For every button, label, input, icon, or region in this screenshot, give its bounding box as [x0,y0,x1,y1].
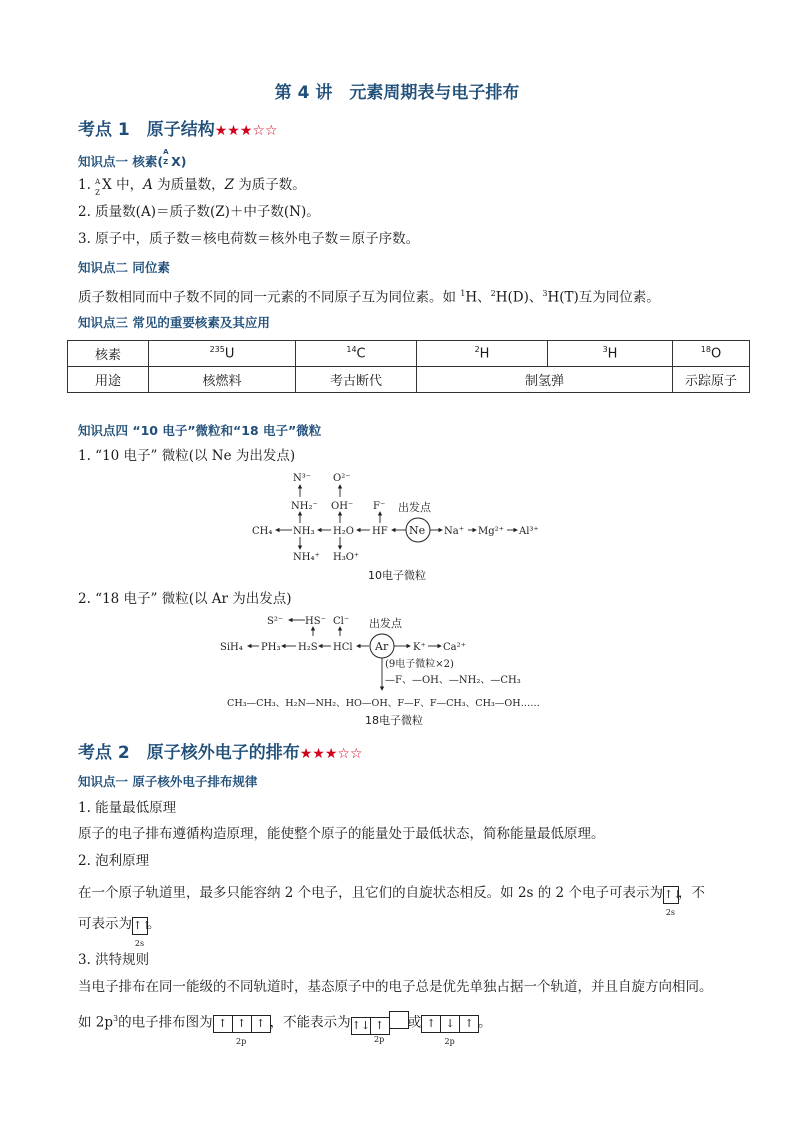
table-row [68,341,750,367]
kp2-heading: 知识点二 同位素 [78,260,170,275]
orbital-label: 2s [665,907,676,917]
difficulty-stars [215,123,278,139]
rule3-text: 当电子排布在同一能级的不同轨道时，基态原子中的电子总是优先单独占据一个轨道，并且自旋方向相同。 [78,979,713,995]
kp1-label: 知识点一 核素( [78,154,164,169]
orbital-cell: ↑ [370,1017,390,1035]
kp1-line-3: 3. 原子中，质子数＝核电荷数＝核外电子数＝原子序数。 [78,231,420,247]
rule3-heading: 3. 洪特规则 [78,952,150,968]
mass-number: 235 [209,345,225,355]
f-label: F⁻ [373,501,386,512]
al-label: Al³⁺ [519,526,539,537]
isotope-2-sup: 2 [490,289,496,298]
start-label: 出发点 [398,501,431,514]
rule1-heading: 1. 能量最低原理 [78,800,177,816]
cl-label: Cl⁻ [333,616,350,627]
kp3-heading: 知识点三 常见的重要核素及其应用 [78,315,270,330]
page-title: 第 4 讲 元素周期表与电子排布 [274,83,520,103]
mass-number: 2 [474,345,480,355]
rule2-text-2 [78,914,161,948]
text-segment: ，不 [677,885,705,901]
s2-label: S²⁻ [267,616,284,627]
table-row [68,367,750,393]
kp1-line-1 [78,175,306,195]
text-segment: 如 2p [78,1014,114,1031]
h3o-label: H₃O⁺ [333,552,360,563]
nuclide-atomic-sub: Z [95,189,101,197]
isotope-1-sup: 1 [460,289,466,298]
rule2-text-1 [78,883,705,917]
section-2-heading [78,738,363,763]
oh-label: OH⁻ [331,501,354,512]
element-symbol: O [710,346,722,362]
kp1-line-2: 2. 质量数(A)＝质子数(Z)＋中子数(N)。 [78,204,320,220]
eighteen-electron-caption: 18电子微粒 [365,714,423,727]
section-2-label: 考点 2 原子核外电子的排布 [78,743,300,763]
ca-label: Ca²⁺ [443,642,466,653]
mass-number: 3 [602,345,608,355]
kp1-heading [78,148,187,170]
text-segment: 为质量数， [152,177,225,193]
empty-stars: ☆☆ [337,746,363,762]
empty-stars: ☆☆ [252,123,278,139]
table-cell [548,341,673,367]
h2s-label: H₂S [298,642,318,653]
table-cell: 用途 [68,367,149,393]
section-1-label: 考点 1 原子结构 [78,120,215,140]
kp4-line-1: 1. “10 电子” 微粒(以 Ne 为出发点) [78,448,296,464]
filled-stars: ★★★ [214,123,253,139]
n3-label: N³⁻ [293,473,312,484]
text-segment: 可表示为 [78,916,132,932]
orbital-cell: ↑↓ [663,886,679,904]
text-segment: 质子数相同而中子数不同的同一元素的不同原子互为同位素。如 [78,289,461,306]
kp1-symbol: X) [171,154,187,169]
hs-label: HS⁻ [305,616,326,627]
element-symbol: U [224,346,235,362]
hf-label: HF [372,526,388,537]
orbital-cell [389,1011,409,1029]
table-cell [417,341,548,367]
table-cell: 考古断代 [296,367,417,393]
element-symbol: H [479,346,490,362]
orbital-label: 2p [444,1037,455,1046]
orbital-box-2p-wrong-2 [421,1013,478,1046]
orbital-cell: ↓ [440,1015,460,1033]
start-label: 出发点 [369,617,402,630]
table-cell: 核素 [68,341,149,367]
text-segment: 为质子数。 [234,177,306,193]
ten-electron-arrows [276,485,517,549]
ten-electron-caption: 10电子微粒 [368,569,426,582]
orbital-label: 2p [374,1035,385,1044]
kp1-mass-sup: A [163,148,169,156]
kp4-heading: 知识点四 “10 电子”微粒和“18 电子”微粒 [78,423,322,438]
orbital-cell: ↑ [251,1015,271,1033]
text-segment: 的电子排布图为 [118,1014,213,1031]
kp1-atomic-sub: Z [163,158,169,166]
orbital-box-2p-wrong-1 [351,1011,408,1044]
sih4-label: SiH₄ [220,642,243,653]
ch4-label: CH₄ [252,526,273,537]
section-1-heading [78,115,278,140]
orbital-box-2s-parallel [132,915,152,948]
ne-label: Ne [409,524,426,537]
text-segment: ，不能表示为 [269,1014,351,1031]
kp2-text [78,284,660,308]
ar-label: Ar [375,640,389,653]
table-cell [149,341,296,367]
eighteen-electron-diagram [215,610,585,710]
na-label: Na⁺ [444,526,464,537]
text-segment: H、 [465,289,491,306]
o2-label: O²⁻ [333,473,351,484]
text-segment: 1. [78,177,96,193]
text-segment: Z [224,177,235,193]
hcl-label: HCl [333,642,353,653]
text-segment: 。 [147,916,161,932]
isotope-3-sup: 3 [542,289,548,298]
orbital-cell: ↑↑ [132,917,148,935]
k-label: K⁺ [413,642,426,653]
kp4-line-2: 2. “18 电子” 微粒(以 Ar 为出发点) [78,591,292,607]
orbital-cell: ↑ [459,1015,479,1033]
orbital-cell: ↑↓ [351,1017,371,1035]
table-cell [296,341,417,367]
table-cell: 核燃料 [149,367,296,393]
text-segment: 。 [478,1014,492,1031]
orbital-box-2s-paired [663,884,683,917]
nh3-label: NH₃ [293,526,315,537]
rule3-example [78,1009,492,1046]
orbital-cell: ↑ [232,1015,252,1033]
nine-electron-label: (9电子微粒×2) [385,659,454,670]
nh2-label: NH₂⁻ [291,501,318,512]
table-cell: 制氢弹 [417,367,673,393]
table-cell [673,341,750,367]
text-segment: H(D)、 [495,289,543,306]
text-segment: 在一个原子轨道里，最多只能容纳 2 个电子，且它们的自旋状态相反。如 2s 的 2 个电子可表示为 [78,885,663,901]
orbital-cell: ↑ [213,1015,233,1033]
mass-number: 18 [700,345,711,355]
rule1-text: 原子的电子排布遵循构造原理，能使整个原子的能量处于最低状态，简称能量最低原理。 [78,826,605,842]
groups-label: —F、—OH、—NH₂、—CH₃ [385,675,521,686]
h2o-label: H₂O [333,526,354,537]
ph3-label: PH₃ [261,642,281,653]
text-segment: 或 [407,1014,422,1031]
nuclide-table [67,340,750,393]
combination-line: CH₃—CH₃、H₂N—NH₂、HO—OH、F—F、F—CH₃、CH₃—OH…… [227,698,540,709]
filled-stars: ★★★ [299,746,338,762]
orbital-cell: ↑ [421,1015,441,1033]
orbital-label: 2s [134,938,145,948]
nuclide-mass-sup: A [95,178,101,186]
rule2-heading: 2. 泡利原理 [78,853,150,869]
orbital-box-2p-correct [213,1013,270,1046]
nh4-label: NH₄⁺ [293,552,320,563]
mass-number: 14 [346,345,357,355]
orbital-label: 2p [236,1037,247,1046]
element-symbol: C [356,346,366,362]
element-symbol: H [607,346,618,362]
table-cell: 示踪原子 [673,367,750,393]
difficulty-stars [300,746,363,762]
electron-count-sup: 3 [113,1014,119,1023]
mg-label: Mg²⁺ [478,526,504,537]
text-segment: X 中， [102,177,144,193]
s2-kp1-heading: 知识点一 原子核外电子排布规律 [78,774,258,789]
text-segment: H(T)互为同位素。 [547,289,660,306]
text-segment: A [143,177,153,193]
